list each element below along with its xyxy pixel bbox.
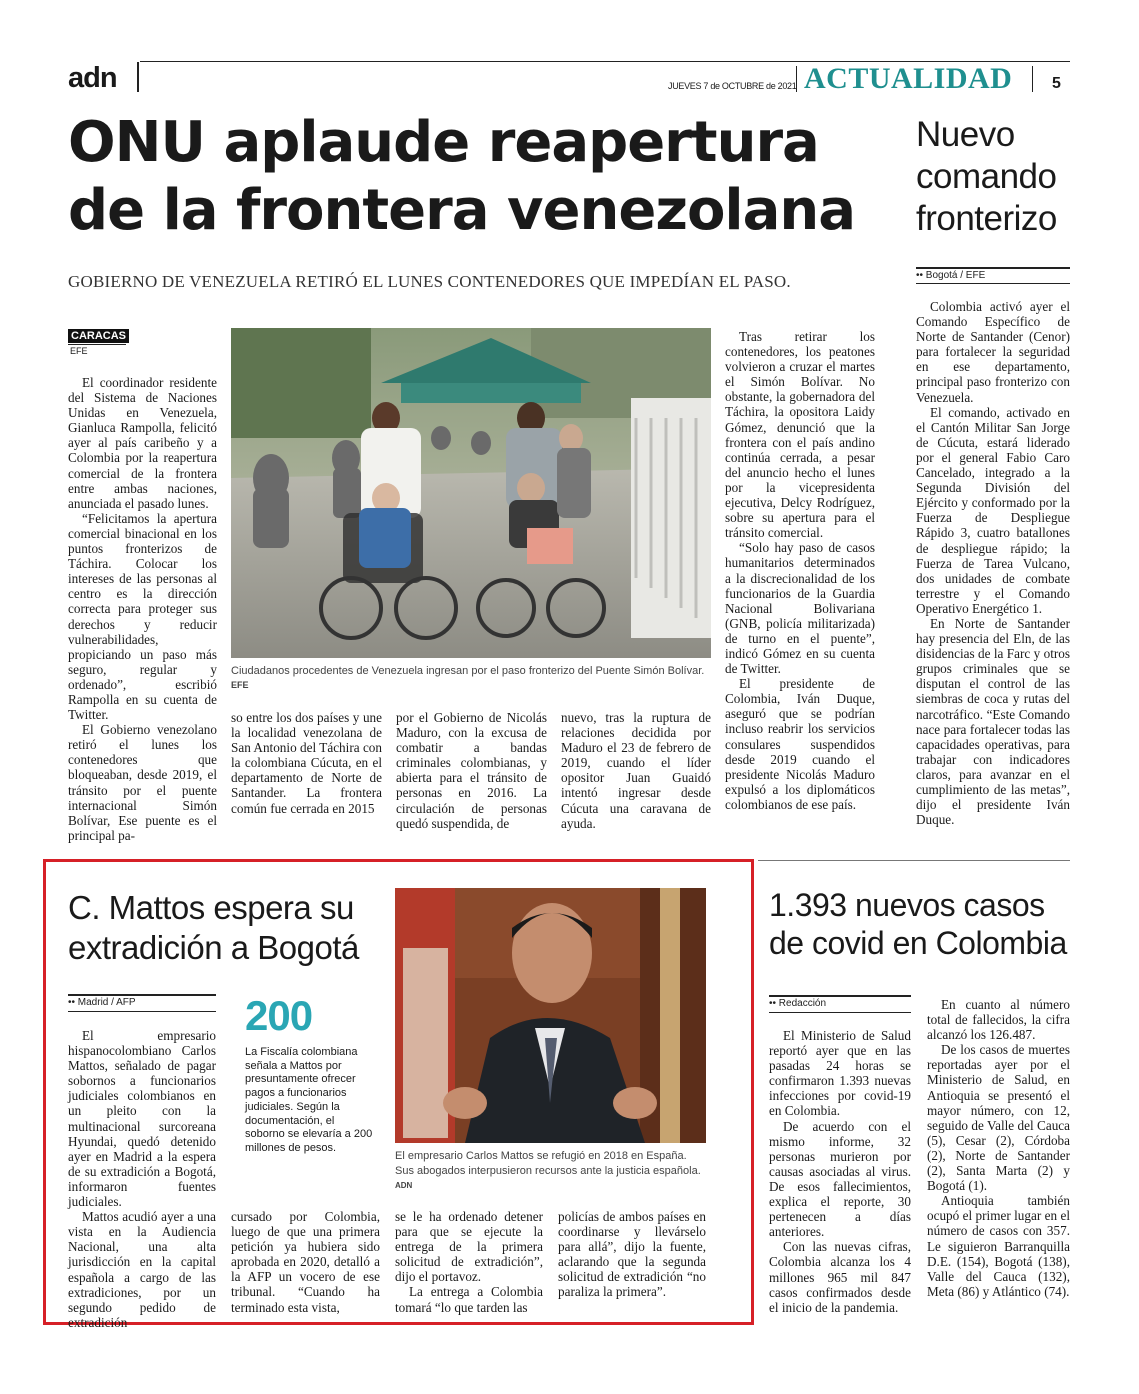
covid-headline-line2: de covid en Colombia [769,925,1067,961]
main-headline-line2: de la frontera venezolana [68,178,856,243]
mattos-byline-rule [68,994,216,996]
covid-byline-text: Redacción [778,998,827,1009]
section-title: ACTUALIDAD [804,62,1013,95]
main-col1-p1: El coordinador residente del Sistema de Naciones Unidas en Venezuela, Gianluca Rampolla, felicitó ayer al país caribeño y a Colombia por la reapertura comercial de la frontera entre ambas naciones, anunciada el pasado lunes. [68,375,217,511]
mattos-col3-p2: La entrega a Colombia tomará “lo que tarden las [395,1284,543,1315]
main-col5-p2: “Solo hay paso de casos humanitarios determinados a la discrecionalidad de los funcionarios de la Guardia Nacional Bolivariana (GNB, policía militarizada) de turno en el puente”, indicó Gómez en su cuenta de Twitter. [725,540,875,677]
section-separator [758,860,1070,861]
side-byline [916,270,985,281]
mattos-col1-p2: Mattos acudió ayer a una vista en la Audiencia Nacional, una alta jurisdicción en la capital española a cargo de las extradiciones, por un segundo pedido de extradición [68,1209,216,1330]
dateline-rule [68,344,126,345]
side-byline-rule [916,267,1070,269]
mattos-stat-number: 200 [245,992,313,1039]
covid-col1-p3: Con las nuevas cifras, Colombia alcanza los 4 millones 965 mil 847 casos confirmados desde el inicio de la pandemia. [769,1239,911,1315]
mattos-photo-caption-text: El empresario Carlos Mattos se refugió en 2018 en España. Sus abogados interpusieron recursos ante la justicia española. [395,1150,701,1177]
covid-byline-rule [769,995,911,997]
main-photo-credit: EFE [231,680,249,690]
side-byline-bottom-rule [916,283,1070,284]
byline-dots-icon: •• [916,270,926,281]
main-col1-p2: “Felicitamos la apertura comercial binacional en los puntos fronterizos de Táchira. Colocar los intereses de las personas al centro es la dirección correcta para proteger sus derechos y reducir vulnerabilidades, propiciando un paso más seguro, regular y ordenado”, escribió Rampolla en su cuenta de Twitter. [68,510,217,723]
mattos-photo-credit: ADN [395,1181,413,1190]
mattos-col4-p1: policías de ambos países en coordinarse y llevárselo para allá”, dijo la fuente, aclarando que la segunda solicitud de extradición “no paraliza la primera”. [558,1209,706,1300]
wheelchair-crossing-illustration [231,328,711,658]
covid-col-1 [769,1028,911,1315]
main-col-5 [725,329,875,812]
byline-dots-icon: •• [769,998,779,1009]
mattos-col-1 [68,1028,216,1330]
mattos-byline-bottom-rule [68,1011,216,1012]
dateline-agency: EFE [70,346,88,356]
main-photo-caption [231,664,711,692]
main-col3-p1: por el Gobierno de Nicolás Maduro, con la excusa de combatir a bandas criminales colombianas, y abierta para el tránsito de personas en 2016. La circulación de personas quedó suspendida, de [396,710,547,831]
border-crossing-photo [231,328,711,658]
mattos-byline [68,997,136,1008]
mattos-col-2 [231,1209,380,1315]
issue-date: JUEVES 7 de OCTUBRE de 2021 [668,81,797,91]
covid-col2-p1: En cuanto al número total de fallecidos, la cifra alcanzó los 126.487. [927,997,1070,1043]
mattos-portrait-illustration [395,888,706,1143]
section-divider [1032,66,1033,92]
side-p3: En Norte de Santander hay presencia del Eln, de las disidencias de la Farc y otros grupos criminales que se disputan el control de las siembras de coca y rutas del narcotráfico. “Este Comando nace para fortalecer todas las capacidades operativas, para trabajar con indicadores claros, para avanzar en el cumplimiento de las metas”, dijo el presidente Iván Duque. [916,615,1070,828]
mattos-col1-p1: El empresario hispanocolombiano Carlos Mattos, señalado de pagar sobornos a funcionarios judiciales colombianos en un pleito con la multinacional surcoreana Hyundai, quedó detenido ayer en Madrid a la espera de su extradición a Bogotá, informaron fuentes judiciales. [68,1028,216,1210]
covid-col2-p3: Antioquia también ocupó el primer lugar en el número de casos con 357. Le siguieron Barranquilla D.E. (154), Bogotá (138), Valle del Cauca (132), Meta (86) y Atlántico (74). [927,1193,1070,1299]
mattos-photo [395,888,706,1143]
mattos-headline-line2: extradición a Bogotá [68,929,359,966]
main-headline-line1: ONU aplaude reapertura [68,110,819,175]
main-col-2 [231,710,382,816]
mattos-col-4 [558,1209,706,1300]
main-col-1 [68,375,217,843]
mattos-col-3 [395,1209,543,1315]
mattos-byline-text: Madrid / AFP [77,997,136,1008]
mattos-headline-line1: C. Mattos espera su [68,889,354,926]
covid-col2-p2: De los casos de muertes reportadas ayer por el Ministerio de Salud, en Antioquia se presentó el mayor número, con 12, seguido de Valle del Cauca (5), Cesar (2), Córdoba (2), Norte de Santander (2), Santa Marta (2) y Bogotá (1). [927,1042,1070,1194]
side-p2: El comando, activado en el Cantón Militar San Jorge de Cúcuta, estará liderado por el general Fabio Caro Cancelado, integrado a la Segunda División del Ejército y conformado por la Fuerza de Despliegue Rápido 3, cuatro batallones de despliegue rápido; la Fuerza de Tarea Vulcano, dos unidades de combate terrestre y el Comando Operativo Energético 1. [916,404,1070,616]
covid-byline [769,998,826,1009]
byline-dots-icon: •• [68,997,78,1008]
mattos-stat-text: La Fiscalía colombiana señala a Mattos por presuntamente ofrecer pagos a funcionarios judiciales. Según la documentación, el soborno se elevaría a 200 millones de pesos. [245,1046,373,1154]
covid-col-2 [927,997,1070,1299]
side-headline: Nuevo comando fronterizo [916,115,1057,238]
main-subhead: GOBIERNO DE VENEZUELA RETIRÓ EL LUNES CONTENEDORES QUE IMPEDÍAN EL PASO. [68,272,791,291]
covid-col1-p2: De acuerdo con el mismo informe, 32 personas murieron por causas asociadas al virus. De esos fallecimientos, explica el reporte, 30 pertenecen a días anteriores. [769,1118,911,1240]
side-byline-text: Bogotá / EFE [925,270,986,281]
side-p1: Colombia activó ayer el Comando Específico de Norte de Santander (Cenor) para fortalecer la seguridad en ese departamento, principal paso fronterizo con Venezuela. [916,299,1070,405]
dateline: CARACAS [68,329,129,343]
mattos-col2-p1: cursado por Colombia, luego de que una primera petición ya hubiera sido aprobada en 2020, detalló a la AFP un vocero de ese tribunal. “Cuando ha terminado esta vista, [231,1209,380,1315]
covid-byline-bottom-rule [769,1012,911,1013]
covid-headline-line1: 1.393 nuevos casos [769,887,1045,923]
side-story-col [916,299,1070,827]
logo: adn [68,62,117,94]
covid-col1-p1: El Ministerio de Salud reportó ayer que en las pasadas 24 horas se confirmaron 1.393 nuevas infecciones por covid-19 en Colombia. [769,1028,911,1119]
main-col5-p1: Tras retirar los contenedores, los peatones volvieron a cruzar el martes el Simón Bolívar. No obstante, la gobernadora del Táchira, la opositora Laidy Gómez, denunció que la frontera con el país andino continúa cerrada, a pesar del anuncio hecho el lunes por la vicepresidenta ejecutiva, Delcy Rodríguez, sobre su apertura para el tránsito comercial. [725,329,875,541]
main-col4-p1: nuevo, tras la ruptura de relaciones decidida por Maduro el 23 de febrero de 2019, cuando el líder opositor Juan Guaidó intentó ingresar desde Cúcuta una caravana de ayuda. [561,710,711,831]
date-divider [796,66,797,92]
masthead-logo-divider [137,62,139,92]
main-col2-p1: so entre los dos países y une la localidad venezolana de San Antonio del Táchira con la colombiana Cúcuta, en el departamento de Norte de Santander. La frontera común fue cerrada en 2015 [231,710,382,816]
main-col1-p3: El Gobierno venezolano retiró el lunes los contenedores que bloqueaban, desde 2019, el tránsito por el puente internacional Simón Bolívar, Ese puente es el principal pa- [68,722,217,843]
main-col-3 [396,710,547,831]
main-col5-p3: El presidente de Colombia, Iván Duque, aseguró que se podrían incluso reabrir los servicios consulares suspendidos desde 2019 cuando el presidente Nicolás Maduro expulsó a los diplomáticos colombianos de ese país. [725,676,875,812]
main-col-4 [561,710,711,831]
page-number: 5 [1052,75,1061,92]
main-photo-caption-text: Ciudadanos procedentes de Venezuela ingresan por el paso fronterizo del Puente Simón Bolívar. [231,665,705,677]
mattos-col3-p1: se le ha ordenado detener para que se ejecute la entrega de la primera solicitud de extradición”, dijo el portavoz. [395,1209,543,1285]
mattos-photo-caption [395,1149,706,1194]
